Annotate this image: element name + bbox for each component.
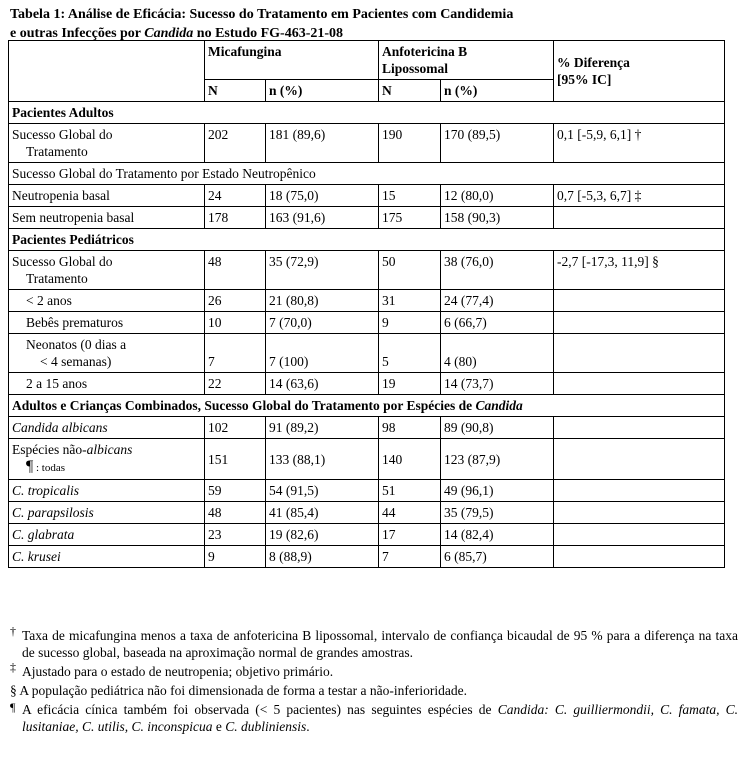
- row-label: Candida albicans: [9, 417, 205, 439]
- cell-ampho-pct: 14 (82,4): [441, 524, 554, 546]
- cell-ampho-n: 19: [379, 373, 441, 395]
- cell-mica-n: 102: [205, 417, 266, 439]
- cell-diff: 0,7 [-5,3, 6,7] ‡: [554, 185, 725, 207]
- title-line-2-post: no Estudo FG-463-21-08: [193, 26, 344, 41]
- cell-ampho-n: 9: [379, 312, 441, 334]
- cell-mica-n: 202: [205, 124, 266, 163]
- cell-diff: [554, 546, 725, 568]
- cell-mica-n: 26: [205, 290, 266, 312]
- cell-mica-n: 48: [205, 251, 266, 290]
- title-line-2-pre: e outras Infecções por: [10, 26, 145, 41]
- row-label: C. glabrata: [9, 524, 205, 546]
- pilcrow-symbol: ¶: [10, 700, 16, 714]
- table-row: [9, 185, 725, 207]
- cell-mica-pct: 35 (72,9): [266, 251, 379, 290]
- cell-ampho-pct: 6 (85,7): [441, 546, 554, 568]
- cell-ampho-pct: 123 (87,9): [441, 439, 554, 480]
- header-row-1: [9, 41, 725, 80]
- cell-mica-n: 151: [205, 439, 266, 480]
- row-label-line2: [12, 458, 201, 477]
- header-n-mica: N: [205, 80, 266, 102]
- cell-mica-n: 23: [205, 524, 266, 546]
- cell-mica-pct: 21 (80,8): [266, 290, 379, 312]
- cell-ampho-n: 31: [379, 290, 441, 312]
- cell-mica-pct: 163 (91,6): [266, 207, 379, 229]
- row-label: [9, 334, 205, 373]
- row-label-line2: Tratamento: [26, 271, 88, 286]
- row-label-line2: < 4 semanas): [40, 354, 112, 369]
- cell-ampho-n: 190: [379, 124, 441, 163]
- footnote-section: [10, 682, 738, 699]
- cell-diff: 0,1 [-5,9, 6,1] †: [554, 124, 725, 163]
- cell-mica-pct: 133 (88,1): [266, 439, 379, 480]
- row-label: [9, 290, 205, 312]
- row-label-italic: albicans: [86, 442, 133, 457]
- header-ampho-line1: Anfotericina B: [382, 44, 468, 59]
- table-row: [9, 480, 725, 502]
- pilcrow-symbol: ¶: [26, 458, 34, 475]
- cell-diff: [554, 480, 725, 502]
- table-row: [9, 502, 725, 524]
- cell-mica-pct: 181 (89,6): [266, 124, 379, 163]
- cell-mica-pct: 91 (89,2): [266, 417, 379, 439]
- section-neutro: Sucesso Global do Tratamento por Estado Neutropênico: [9, 163, 725, 185]
- cell-diff: -2,7 [-17,3, 11,9] §: [554, 251, 725, 290]
- row-label: Neutropenia basal: [9, 185, 205, 207]
- cell-ampho-pct: 14 (73,7): [441, 373, 554, 395]
- footnote-text: Ajustado para o estado de neutropenia; objetivo primário.: [22, 664, 334, 679]
- row-label-line1: [12, 441, 201, 458]
- cell-ampho-n: 51: [379, 480, 441, 502]
- cell-ampho-pct: 158 (90,3): [441, 207, 554, 229]
- section-combined-text: Adultos e Crianças Combinados, Sucesso Global do Tratamento por Espécies de: [12, 398, 476, 413]
- table-row: [9, 312, 725, 334]
- header-n-ampho: N: [379, 80, 441, 102]
- cell-mica-pct: 41 (85,4): [266, 502, 379, 524]
- row-label-text: Bebês prematuros: [26, 315, 124, 330]
- header-anfotericina: [379, 41, 554, 80]
- footnotes: [10, 624, 738, 737]
- footnote-species-2: C. dubliniensis: [225, 719, 307, 734]
- cell-mica-pct: 7 (70,0): [266, 312, 379, 334]
- cell-mica-pct: 14 (63,6): [266, 373, 379, 395]
- cell-mica-pct: 18 (75,0): [266, 185, 379, 207]
- footnote-text: Taxa de micafungina menos a taxa de anfotericina B lipossomal, intervalo de confiança bicaudal de 95 % para a diferença na taxa de sucesso global, baseada na aproximação normal de grandes amostras.: [22, 628, 738, 660]
- row-label: [9, 251, 205, 290]
- row-label-line2: Tratamento: [26, 144, 88, 159]
- cell-diff: [554, 312, 725, 334]
- header-npct-mica: n (%): [266, 80, 379, 102]
- row-label: [9, 312, 205, 334]
- row-label: C. parapsilosis: [9, 502, 205, 524]
- cell-mica-pct: 8 (88,9): [266, 546, 379, 568]
- footnote-and: e: [212, 719, 226, 734]
- section-combined: [9, 395, 725, 417]
- cell-ampho-n: 17: [379, 524, 441, 546]
- cell-diff: [554, 290, 725, 312]
- cell-mica-n: 59: [205, 480, 266, 502]
- table-row: [9, 439, 725, 480]
- cell-ampho-pct: 6 (66,7): [441, 312, 554, 334]
- row-label-text: < 2 anos: [26, 293, 72, 308]
- cell-diff: [554, 207, 725, 229]
- cell-ampho-pct: 35 (79,5): [441, 502, 554, 524]
- cell-mica-n: 48: [205, 502, 266, 524]
- table-row: [9, 417, 725, 439]
- cell-diff: [554, 373, 725, 395]
- row-label: [9, 124, 205, 163]
- cell-ampho-n: 140: [379, 439, 441, 480]
- cell-diff: [554, 417, 725, 439]
- section-peds: Pacientes Pediátricos: [9, 229, 725, 251]
- double-dagger-symbol: ‡: [10, 660, 16, 674]
- footnote-dagger: [10, 624, 738, 661]
- table-title: [10, 5, 710, 43]
- footnote-species: Candida: C. guilliermondii, C. famata, C. lusitaniae, C. utilis, C. inconspicua: [22, 702, 738, 734]
- row-label-todas: : todas: [33, 462, 66, 474]
- table-row: [9, 124, 725, 163]
- row-label: [9, 373, 205, 395]
- title-line-2-italic: Candida: [144, 26, 194, 41]
- header-diff-line1: % Diferença: [557, 55, 630, 70]
- cell-mica-n: 10: [205, 312, 266, 334]
- cell-mica-n: 178: [205, 207, 266, 229]
- cell-mica-pct: 19 (82,6): [266, 524, 379, 546]
- header-diff-line2: [95% IC]: [557, 72, 612, 87]
- footnote-double-dagger: [10, 660, 738, 680]
- cell-ampho-n: 98: [379, 417, 441, 439]
- cell-ampho-pct: 49 (96,1): [441, 480, 554, 502]
- cell-diff: [554, 502, 725, 524]
- table-row: [9, 334, 725, 373]
- footnote-text: A população pediátrica não foi dimensionada de forma a testar a não-inferioridade.: [19, 683, 467, 698]
- cell-mica-n: 24: [205, 185, 266, 207]
- cell-mica-pct: 7 (100): [266, 334, 379, 373]
- header-ampho-line2: Lipossomal: [382, 61, 449, 76]
- cell-ampho-pct: 4 (80): [441, 334, 554, 373]
- cell-ampho-n: 50: [379, 251, 441, 290]
- row-label-text: 2 a 15 anos: [26, 376, 88, 391]
- table-row: [9, 524, 725, 546]
- table-row: [9, 207, 725, 229]
- cell-diff: [554, 334, 725, 373]
- cell-ampho-n: 5: [379, 334, 441, 373]
- section-neutro-row: [9, 163, 725, 185]
- row-label-line1: Sucesso Global do: [12, 127, 113, 142]
- cell-ampho-pct: 170 (89,5): [441, 124, 554, 163]
- cell-ampho-pct: 89 (90,8): [441, 417, 554, 439]
- section-peds-row: [9, 229, 725, 251]
- cell-ampho-pct: 12 (80,0): [441, 185, 554, 207]
- row-label-line1: Sucesso Global do: [12, 254, 113, 269]
- table-row: [9, 251, 725, 290]
- cell-mica-n: 7: [205, 334, 266, 373]
- table-row: [9, 290, 725, 312]
- row-label-line1: Neonatos (0 dias a: [26, 337, 127, 352]
- efficacy-table: [8, 40, 725, 568]
- cell-ampho-n: 44: [379, 502, 441, 524]
- footnote-end: .: [306, 719, 310, 734]
- cell-diff: [554, 439, 725, 480]
- cell-diff: [554, 524, 725, 546]
- row-label: Sem neutropenia basal: [9, 207, 205, 229]
- header-npct-ampho: n (%): [441, 80, 554, 102]
- footnote-pilcrow: [10, 701, 738, 735]
- section-combined-italic: Candida: [475, 398, 523, 413]
- cell-mica-n: 22: [205, 373, 266, 395]
- table-row: [9, 546, 725, 568]
- section-adults-row: [9, 102, 725, 124]
- section-adults: Pacientes Adultos: [9, 102, 725, 124]
- cell-ampho-pct: 38 (76,0): [441, 251, 554, 290]
- section-combined-row: [9, 395, 725, 417]
- cell-mica-n: 9: [205, 546, 266, 568]
- row-label: [9, 439, 205, 480]
- title-line-1: Tabela 1: Análise de Eficácia: Sucesso do Tratamento em Pacientes com Candidemia: [10, 7, 514, 22]
- cell-ampho-n: 175: [379, 207, 441, 229]
- cell-ampho-n: 7: [379, 546, 441, 568]
- cell-mica-pct: 54 (91,5): [266, 480, 379, 502]
- dagger-symbol: †: [10, 624, 16, 638]
- header-diferenca: [554, 41, 725, 102]
- row-label: C. krusei: [9, 546, 205, 568]
- section-symbol: §: [10, 683, 17, 698]
- header-micafungina: Micafungina: [205, 41, 379, 80]
- footnote-text: A eficácia cínica também foi observada (< 5 pacientes) nas seguintes espécies de: [22, 702, 498, 717]
- row-label: C. tropicalis: [9, 480, 205, 502]
- table-row: [9, 373, 725, 395]
- header-empty-cell: [9, 41, 205, 102]
- cell-ampho-n: 15: [379, 185, 441, 207]
- row-label-pre: Espécies não-: [12, 442, 87, 457]
- cell-ampho-pct: 24 (77,4): [441, 290, 554, 312]
